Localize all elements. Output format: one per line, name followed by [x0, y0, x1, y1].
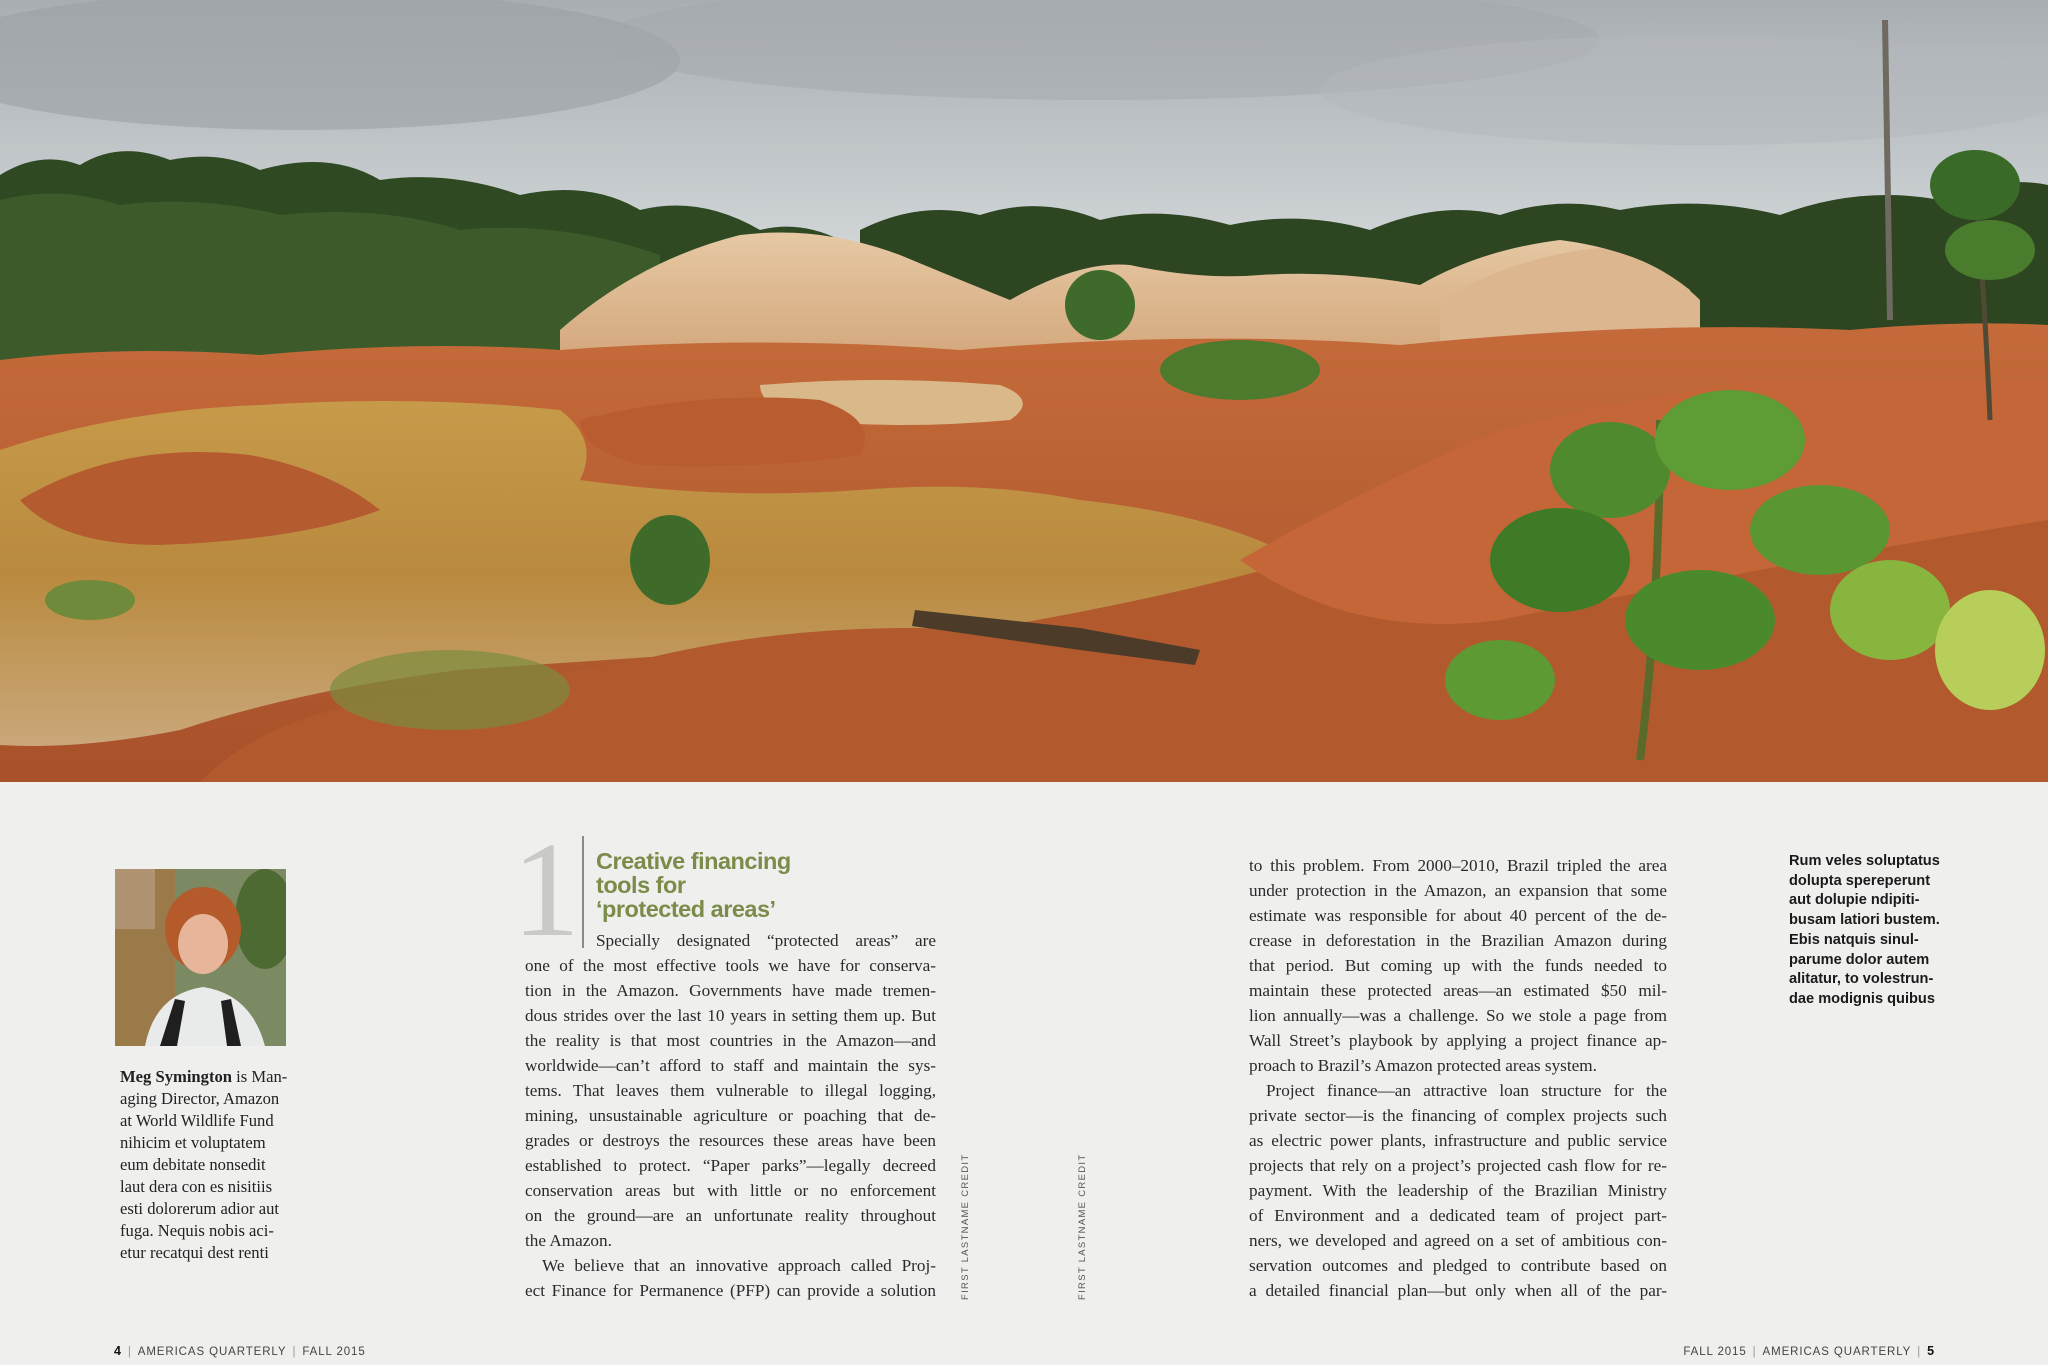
pull-quote-line: alitatur, to volestrun-	[1789, 971, 1934, 988]
author-bio-line: eum debitate nonsedit	[120, 1155, 266, 1174]
body-column-1	[525, 953, 936, 1303]
body-line: We believe that an innovative approach called Proj-	[542, 1256, 936, 1275]
body-line: projects that rely on a project’s projected cash flow for re-	[1249, 1156, 1667, 1175]
body-line: dous strides over the last 10 years in setting them up. But	[525, 1006, 936, 1025]
body-line: a detailed financial plan—but only when all of the par-	[1249, 1281, 1667, 1300]
folio-left: 4 | AMERICAS QUARTERLY | FALL 2015	[114, 1344, 366, 1358]
sidebar-pull-quote	[1789, 852, 1969, 1010]
body-line: of Environment and a dedicated team of project part-	[1249, 1206, 1667, 1225]
body-line: established to protect. “Paper parks”—legally decreed	[525, 1156, 936, 1175]
heading-divider	[582, 836, 584, 948]
body-line: ners, we developed and agreed on a set of ambitious con-	[1249, 1231, 1667, 1250]
author-bio-line: fuga. Nequis nobis aci-	[120, 1221, 274, 1240]
pull-quote-line: Ebis natquis sinul-	[1789, 931, 1919, 948]
pull-quote-line: Rum veles soluptatus	[1789, 853, 1940, 869]
body-line: ect Finance for Permanence (PFP) can provide a solution	[525, 1281, 936, 1300]
author-bio-line: etur recatqui dest renti	[120, 1243, 269, 1262]
body-line: the reality is that most countries in the Amazon—and	[525, 1031, 936, 1050]
issue-right: FALL 2015	[1683, 1346, 1747, 1358]
body-line: under protection in the Amazon, an expansion that some	[1249, 881, 1667, 900]
body-line: proach to Brazil’s Amazon protected areas system.	[1249, 1056, 1597, 1075]
body-line: crease in deforestation in the Brazilian Amazon during	[1249, 931, 1667, 950]
body-line: Wall Street’s playbook by applying a project finance ap-	[1249, 1031, 1667, 1050]
body-line: the Amazon.	[525, 1231, 612, 1250]
author-bio-line: aging Director, Amazon	[120, 1089, 280, 1108]
folio-right: FALL 2015 | AMERICAS QUARTERLY | 5	[1683, 1344, 1935, 1358]
heading-line: tools for	[596, 872, 686, 898]
page-number-left: 4	[114, 1344, 122, 1358]
body-line: that period. But coming up with the funds needed to	[1249, 956, 1667, 975]
body-line: conservation areas but with little or no enforcement	[525, 1181, 936, 1200]
body-line: on the ground—are an unfortunate reality throughout	[525, 1206, 936, 1225]
pull-quote-line: busam latiori bustem.	[1789, 912, 1940, 929]
body-line: private sector—is the financing of complex projects such	[1249, 1106, 1667, 1125]
body-line: tems. That leaves them vulnerable to illegal logging,	[525, 1081, 936, 1100]
author-bio-line: nihicim et voluptatem	[120, 1133, 266, 1152]
photo-credit-left: FIRST LASTNAME CREDIT	[960, 1153, 971, 1300]
magazine-name-right: AMERICAS QUARTERLY	[1762, 1346, 1912, 1358]
author-bio-line: laut dera con es nisitiis	[120, 1177, 273, 1196]
body-line: lion annually—was a challenge. So we stole a page from	[1249, 1006, 1667, 1025]
body-line: Project finance—an attractive loan structure for the	[1266, 1081, 1667, 1100]
magazine-name-left: AMERICAS QUARTERLY	[137, 1346, 287, 1358]
body-line: maintain these protected areas—an estimated $50 mil-	[1249, 981, 1667, 1000]
body-line: worldwide—can’t afford to staff and maintain the sys-	[525, 1056, 936, 1075]
article-heading	[596, 849, 836, 921]
heading-line: Creative financing	[596, 848, 791, 874]
body-line: payment. With the leadership of the Brazilian Ministry	[1249, 1181, 1667, 1200]
author-bio-line: at World Wildlife Fund	[120, 1111, 274, 1130]
pull-quote-line: parume dolor autem	[1789, 951, 1930, 968]
issue-left: FALL 2015	[302, 1346, 366, 1358]
author-bio	[120, 1066, 300, 1264]
author-bio-line: is Man-	[232, 1067, 288, 1086]
body-first-line: Specially designated “protected areas” are	[596, 931, 936, 950]
pull-quote-line: aut dolupie ndipiti-	[1789, 892, 1920, 909]
body-line: grades or destroys the resources these areas have been	[525, 1131, 936, 1150]
body-line: one of the most effective tools we have for conserva-	[525, 956, 936, 975]
page-number-right: 5	[1927, 1344, 1935, 1358]
body-line: mining, unsustainable agriculture or poaching that de-	[525, 1106, 936, 1125]
pull-quote-line: dae modignis quibus	[1789, 990, 1935, 1007]
photo-credit-right: FIRST LASTNAME CREDIT	[1077, 1153, 1088, 1300]
body-column-2	[1249, 853, 1667, 1303]
author-photo	[115, 869, 286, 1046]
author-bio-line: esti dolorerum adior aut	[120, 1199, 279, 1218]
body-line: tion in the Amazon. Governments have made tremen-	[525, 981, 936, 1000]
body-line: as electric power plants, infrastructure and public service	[1249, 1131, 1667, 1150]
section-number: 1	[512, 815, 580, 965]
body-line: estimate was responsible for about 40 percent of the de-	[1249, 906, 1667, 925]
heading-line: ‘protected areas’	[596, 896, 776, 922]
author-name: Meg Symington	[120, 1067, 233, 1086]
body-line: servation outcomes and pledged to contribute based on	[1249, 1256, 1667, 1275]
body-line: to this problem. From 2000–2010, Brazil tripled the area	[1249, 856, 1667, 875]
pull-quote-line: dolupta spereperunt	[1789, 872, 1931, 889]
